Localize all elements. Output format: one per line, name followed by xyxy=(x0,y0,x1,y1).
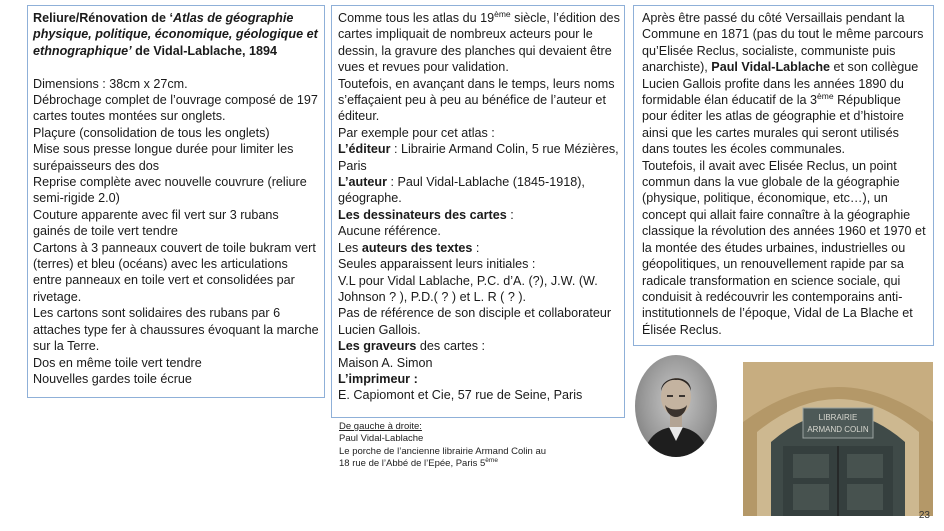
bio-line: Lucien Gallois profite dans les années 1890 du xyxy=(642,76,904,91)
detail-line: Débrochage complet de l’ouvrage composé de 197 xyxy=(33,93,318,108)
bio-line: dans toutes les écoles communales. xyxy=(642,142,846,157)
auteurs-line: Seules apparaissent leurs initiales : xyxy=(338,257,536,272)
bio-line: commun dans la vue globale de la géographie xyxy=(642,175,900,190)
bio-line: la montée des études urbaines, industrielles ou xyxy=(642,240,906,255)
bio-line: conduisit à redécouvrir les contemporains anti- xyxy=(642,289,903,304)
sign-line-2: ARMAND COLIN xyxy=(807,425,869,434)
bio-line: (physique, politique, économique, etc…), un xyxy=(642,191,888,206)
bio-line: institutionnels de l’époque, Vidal de La Blache et xyxy=(642,306,913,321)
detail-line: Les cartons sont solidaires des rubans par 6 xyxy=(33,306,281,321)
detail-line: Nouvelles gardes toile écrue xyxy=(33,371,192,386)
auteur-line-2: géographe. xyxy=(338,191,402,206)
intro-line: Toutefois, en avançant dans le temps, leurs noms xyxy=(338,76,615,91)
photo-caption xyxy=(339,421,619,471)
auteurs-line: Pas de référence de son disciple et collaborateur xyxy=(338,306,612,321)
intro-line: Par exemple pour cet atlas : xyxy=(338,125,495,140)
intro-line: Comme tous les atlas du 19ème siècle, l’édition des xyxy=(338,9,620,25)
auteurs-textes-heading: Les auteurs des textes : xyxy=(338,240,480,255)
intro-line: s’effaçaient peu à peu au bénéfice de l’auteur et xyxy=(338,93,606,108)
title-line-3: ethnographique’ de Vidal-Lablache, 1894 xyxy=(33,43,278,58)
detail-line: Reprise complète avec nouvelle couvrure (reliure xyxy=(33,175,307,190)
imprimeur-heading: L’imprimeur : xyxy=(338,371,418,386)
bio-line: concept qui allait faire connaître à la géographie xyxy=(642,207,911,222)
detail-line: entre panneaux en toile vert et consolidées par xyxy=(33,273,295,288)
portrait-vidal-lablache-photo xyxy=(635,355,717,457)
spacer xyxy=(33,59,319,75)
detail-line: Plaçure (consolidation de tous les onglets) xyxy=(33,125,270,140)
intro-line: dessin, la gravure des planches qui devaient être xyxy=(338,43,612,58)
sign-line-1: LIBRAIRIE xyxy=(818,413,858,422)
bio-line: Élisée Reclus. xyxy=(642,322,722,337)
detail-line: cartes toutes montées sur onglets. xyxy=(33,109,226,124)
caption-heading: De gauche à droite: xyxy=(339,421,422,432)
intro-line: vues et revues pour validation. xyxy=(338,60,509,75)
bio-line: anarchiste), Paul Vidal-Lablache et son collègue xyxy=(642,60,919,75)
detail-line: sur la Terre. xyxy=(33,339,100,354)
detail-line: gainés de toile vert tendre xyxy=(33,224,178,239)
detail-line: rivetage. xyxy=(33,289,82,304)
detail-line: surépaisseurs des dos xyxy=(33,158,160,173)
bio-line: radicale transformation en science sociale, qui xyxy=(642,273,901,288)
dessinateurs-text: Aucune référence. xyxy=(338,224,441,239)
detail-line: Couture apparente avec fil vert sur 3 rubans xyxy=(33,207,279,222)
auteurs-line: Lucien Gallois. xyxy=(338,322,421,337)
detail-line: attaches type fer à chaussures évoquant la marche xyxy=(33,322,319,337)
bio-line: classique la révolution des années 1960 et 1970 et xyxy=(642,224,926,239)
bio-line: Après être passé du côté Versaillais pendant la xyxy=(642,11,905,25)
detail-line: semi-rigide 2.0) xyxy=(33,191,120,206)
detail-line: (terres) et bleu (océans) avec les articulations xyxy=(33,257,288,272)
librairie-armand-colin-porch-photo xyxy=(743,362,933,516)
intro-line: cartes impliquait de nombreux acteurs pour le xyxy=(338,27,593,42)
dessinateurs-heading: Les dessinateurs des cartes : xyxy=(338,207,514,222)
title-line-2: physique, politique, économique, géologique et xyxy=(33,27,318,42)
editeur-line-2: Paris xyxy=(338,158,367,173)
detail-line: Mise sous presse longue durée pour limiter les xyxy=(33,142,294,157)
imprimeur-text: E. Capiomont et Cie, 57 rue de Seine, Paris xyxy=(338,388,583,403)
vidal-lablache-bio-box xyxy=(633,5,934,346)
detail-line: Dimensions : 38cm x 27cm. xyxy=(33,76,188,91)
auteurs-line: V.L pour Vidal Lablache, P.C. d’A. (?), J.W. (W. xyxy=(338,273,598,288)
caption-line: Le porche de l’ancienne librairie Armand Colin au xyxy=(339,445,547,457)
bio-line: Toutefois, il avait avec Elisée Reclus, un point xyxy=(642,158,897,173)
auteur-line: L’auteur : Paul Vidal-Lablache (1845-1918), xyxy=(338,175,585,190)
detail-line: Dos en même toile vert tendre xyxy=(33,355,202,370)
porch-drawing xyxy=(743,362,933,516)
restoration-details-box xyxy=(27,5,325,398)
bio-line: formidable élan éducatif de la 3ème République xyxy=(642,91,901,108)
graveurs-heading: Les graveurs des cartes : xyxy=(338,339,486,354)
auteurs-line: Johnson ? ), P.D.( ? ) et L. R ( ? ). xyxy=(338,289,527,304)
editeur-line: L’éditeur : Librairie Armand Colin, 5 rue Mézières, xyxy=(338,142,619,157)
caption-line: Paul Vidal-Lablache xyxy=(339,433,424,445)
bio-line: géopolitiques, un renouvellement rapide par sa xyxy=(642,257,904,272)
page-number: 23 xyxy=(918,510,930,521)
portrait-drawing xyxy=(635,355,717,457)
detail-line: Cartons à 3 panneaux couvert de toile bukram vert xyxy=(33,240,316,255)
bio-line: ainsi que les cartes murales qui seront utilisés xyxy=(642,125,899,140)
atlas-contributors-box xyxy=(331,5,625,418)
bio-line: qu’Elisée Reclus, socialiste, communiste puis xyxy=(642,43,896,58)
graveurs-text: Maison A. Simon xyxy=(338,355,433,370)
bio-line: Commune en 1871 (pas du tout le même parcours xyxy=(642,27,924,42)
caption-line: 18 rue de l’Abbé de l’Epée, Paris 5ème xyxy=(339,457,498,470)
intro-line: éditeur. xyxy=(338,109,380,124)
bio-line: pour éditer les atlas de géographie et d’histoire xyxy=(642,109,904,124)
title-line-1: Reliure/Rénovation de ‘Atlas de géographie xyxy=(33,11,294,25)
